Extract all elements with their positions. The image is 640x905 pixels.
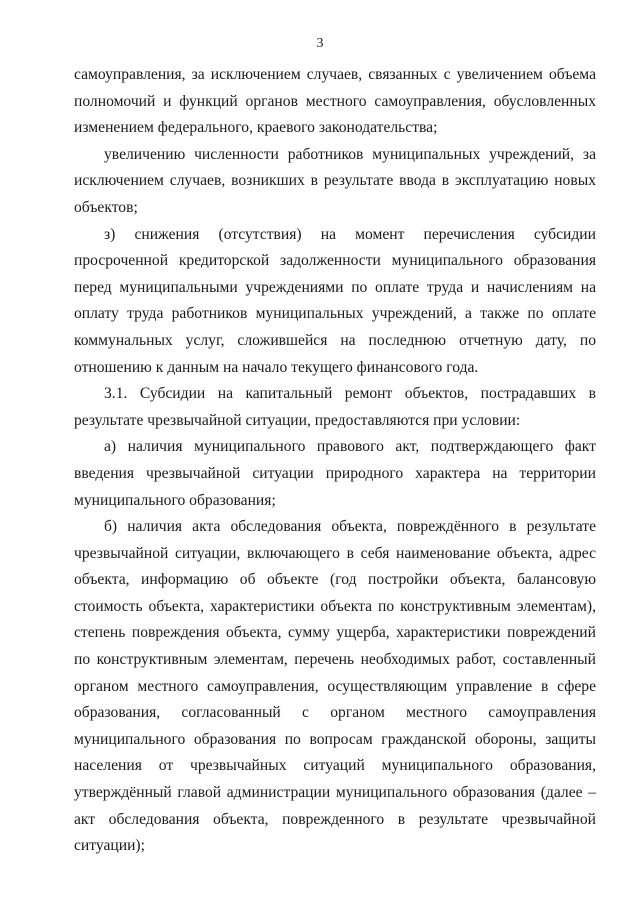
paragraph-3-1: 3.1. Субсидии на капитальный ремонт объектов, пострадавших в результате чрезвычайной ситуации, предоставляются при условии:	[74, 385, 596, 429]
paragraph-item-a: а) наличия муниципального правового акт, подтверждающего факт введения чрезвычайной ситуации природного характера на территории муниципального образования;	[74, 438, 596, 509]
paragraph-item-b: б) наличия акта обследования объекта, повреждённого в результате чрезвычайной ситуации, включающего в себя наименование объекта, адрес объекта, информацию об объекте (год постройки объекта, балансовую стоимость объекта, характеристики объекта по конструктивным элементам), степень повреждения объекта, сумму ущерба, характеристики повреждений по конструктивным элементам, перечень необходимых работ, составленный органом местного самоуправления, осуществляющим управление в сфере образования, согласованный с органом местного самоуправления муниципального образования по вопросам гражданской обороны, защиты населения от чрезвычайных ситуаций муниципального образования, утверждённый главой администрации муниципального образования (далее – акт обследования объекта, поврежденного в результате чрезвычайной ситуации);	[74, 518, 596, 855]
document-body	[74, 62, 596, 860]
page-number: 3	[316, 36, 324, 51]
paragraph-continuation: самоуправления, за исключением случаев, связанных с увеличением объема полномочий и функций органов местного самоуправления, обусловленных изменением федерального, краевого законодательства;	[74, 66, 596, 137]
paragraph-staff-increase: увеличению численности работников муниципальных учреждений, за исключением случаев, возникших в результате ввода в эксплуатацию новых объектов;	[74, 145, 596, 216]
paragraph-item-z: з) снижения (отсутствия) на момент перечисления субсидии просроченной кредиторской задолженности муниципального образования перед муниципальными учреждениями по оплате труда и начислениям на оплату труда работников муниципальных учреждений, а также по оплате коммунальных услуг, сложившейся на последнюю отчетную дату, по отношению к данным на начало текущего финансового года.	[74, 225, 596, 376]
